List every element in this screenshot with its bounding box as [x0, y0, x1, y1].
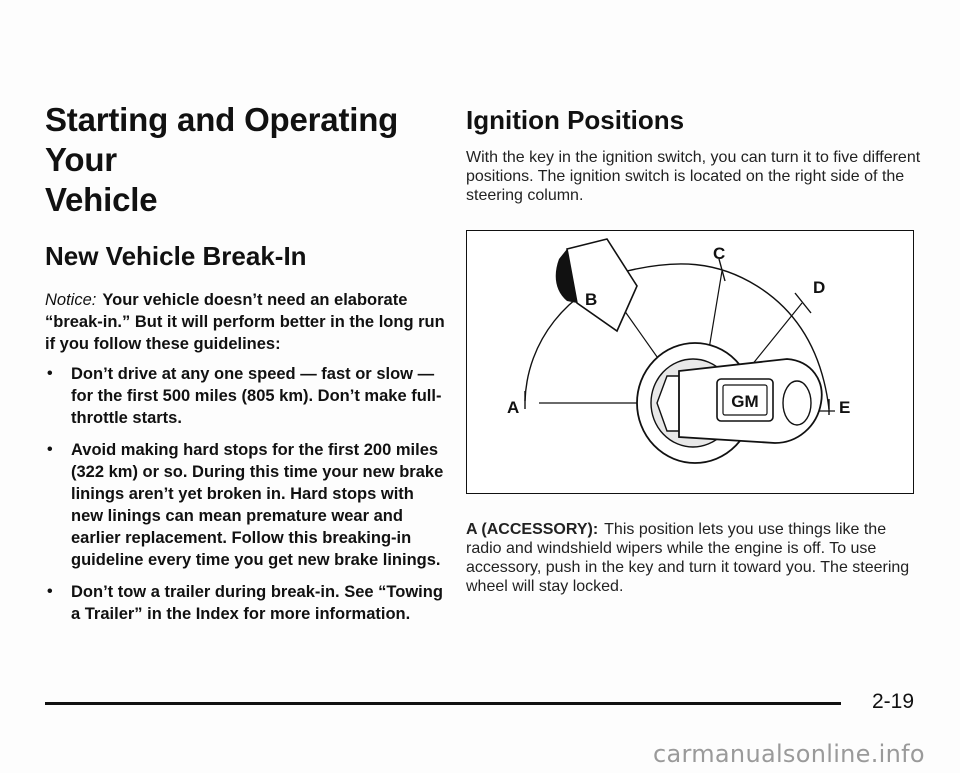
list-item — [45, 439, 445, 571]
chapter-title-line1: Starting and Operating Your — [45, 101, 399, 178]
footer-rule — [45, 702, 841, 705]
chapter-title-line2: Vehicle — [45, 181, 158, 218]
label-d: D — [813, 278, 826, 297]
label-e: E — [839, 398, 851, 417]
section-heading-ignition: Ignition Positions — [466, 105, 685, 135]
notice-paragraph — [45, 289, 445, 355]
list-item-text: Avoid making hard stops for the first 200 miles (322 km) or so. During this time your new brake linings aren’t yet broken in. Hard stops with new linings can mean premature wear and earlier replacement. Follow this breaking-in guideline every time you get new brake linings. — [71, 441, 444, 569]
label-c: C — [713, 244, 726, 263]
section-heading-break-in: New Vehicle Break-In — [45, 241, 307, 271]
bullet-icon: • — [47, 365, 53, 382]
notice-text: Your vehicle doesn’t need an elaborate “break-in.” But it will perform better in the long run if you follow these guidelines: — [45, 291, 445, 353]
watermark-link[interactable]: carmanualsonline.info — [653, 740, 925, 768]
label-b: B — [585, 290, 598, 309]
list-item — [45, 363, 445, 429]
key-ring-hole — [783, 381, 811, 425]
accessory-term: A (ACCESSORY): — [466, 521, 599, 538]
accessory-paragraph — [466, 520, 926, 596]
bullet-icon: • — [47, 583, 53, 600]
bullet-icon: • — [47, 441, 53, 458]
accessory-text: This position lets you use things like the radio and windshield wipers while the engine is off. To use accessory, push in the key and turn it toward you. The steering wheel will stay locked. — [466, 521, 910, 595]
ignition-diagram — [466, 230, 914, 494]
list-item — [45, 581, 445, 625]
left-column — [45, 100, 445, 635]
ignition-diagram-svg — [467, 231, 913, 493]
label-a: A — [507, 398, 520, 417]
tick-d — [795, 293, 811, 313]
chapter-title — [45, 100, 445, 220]
gm-logo-text: GM — [731, 392, 759, 411]
ignition-intro: With the key in the ignition switch, you can turn it to five different positions. The ignition switch is located on the right side of the steering column. — [466, 149, 921, 204]
list-item-text: Don’t drive at any one speed — fast or slow — for the first 500 miles (805 km). Don’t make full-throttle starts. — [71, 365, 442, 427]
key-b-position — [567, 239, 637, 331]
notice-label: Notice: — [45, 291, 97, 309]
right-column — [466, 104, 926, 205]
list-item-text: Don’t tow a trailer during break-in. See “Towing a Trailer” in the Index for more information. — [71, 583, 443, 623]
guideline-list — [45, 363, 445, 625]
page-number: 2-19 — [872, 690, 915, 713]
